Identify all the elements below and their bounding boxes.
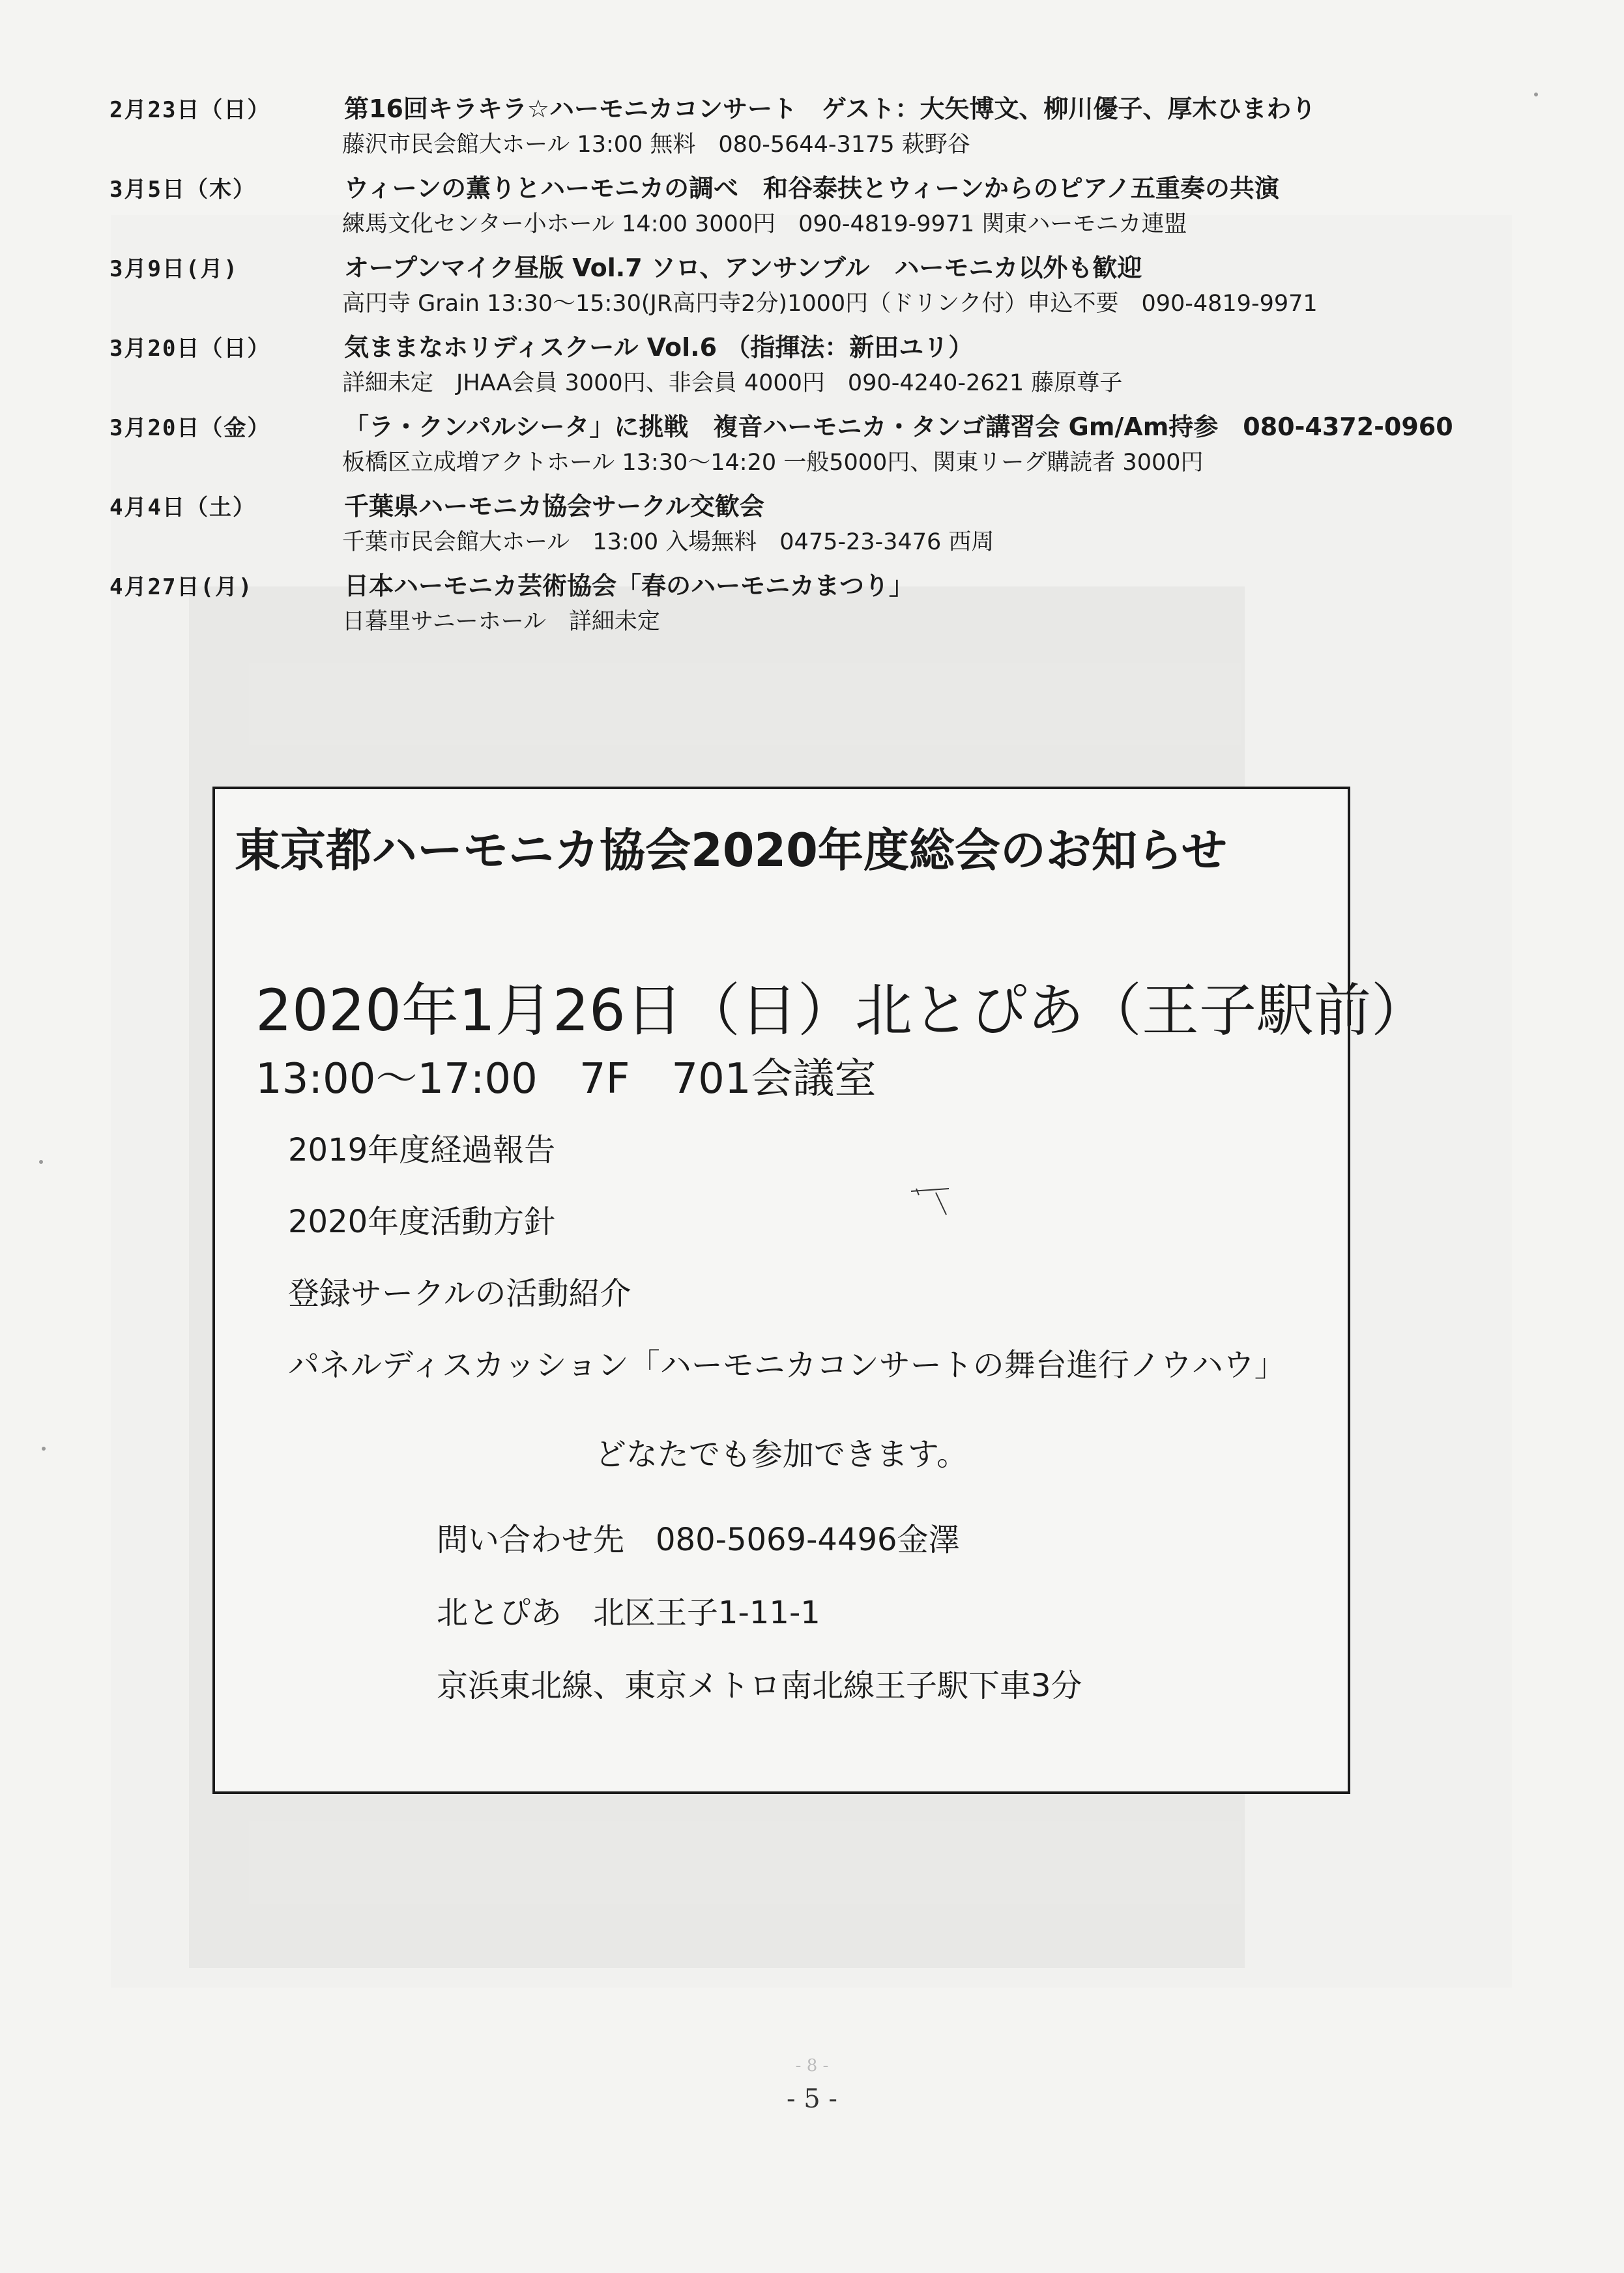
event-detail: 高円寺 Grain 13:30～15:30(JR高円寺2分)1000円（ドリンク付）申込不要 090-4819-9971	[342, 291, 1318, 317]
contact-phone: 問い合わせ先 080-5069-4496金澤	[437, 1522, 960, 1558]
event-title: 日本ハーモニカ芸術協会「春のハーモニカまつり」	[344, 572, 914, 600]
event-item	[109, 486, 1543, 558]
contact-block	[437, 1514, 1082, 1733]
event-date: 3月9日(月)	[109, 256, 239, 282]
event-item	[109, 566, 1543, 637]
event-detail: 詳細未定 JHAA会員 3000円、非会員 4000円 090-4240-2621 藤原尊子	[342, 370, 1123, 396]
venue-address: 北とぴあ 北区王子1-11-1	[437, 1595, 820, 1631]
speck	[42, 1447, 46, 1451]
event-date: 4月4日（土）	[109, 495, 256, 521]
event-item	[109, 168, 1543, 240]
event-date: 3月20日（金）	[109, 415, 271, 441]
event-date: 4月27日(月)	[109, 574, 254, 600]
agenda-list	[288, 1125, 1286, 1412]
event-item	[109, 327, 1543, 399]
event-detail: 日暮里サニーホール 詳細未定	[342, 609, 660, 635]
agenda-item: 登録サークルの活動紹介	[288, 1275, 631, 1312]
pencil-mark-icon	[910, 1176, 988, 1234]
speck	[39, 1160, 43, 1164]
agenda-item: 2020年度活動方針	[288, 1204, 556, 1240]
agenda-item: 2019年度経過報告	[288, 1132, 556, 1168]
event-date: 2月23日（日）	[109, 97, 271, 123]
event-detail: 藤沢市民会館大ホール 13:00 無料 080-5644-3175 萩野谷	[342, 132, 970, 158]
event-item	[109, 89, 1543, 160]
event-detail: 練馬文化センター小ホール 14:00 3000円 090-4819-9971 関東ハーモニカ連盟	[342, 211, 1187, 237]
speck	[1534, 93, 1538, 96]
event-title: ウィーンの薫りとハーモニカの調べ 和谷泰扶とウィーンからのピアノ五重奏の共演	[344, 174, 1279, 203]
event-list	[109, 89, 1543, 645]
event-title: 第16回キラキラ☆ハーモニカコンサート ゲスト：大矢博文、柳川優子、厚木ひまわり	[344, 94, 1316, 123]
notice-heading: 東京都ハーモニカ協会2020年度総会のお知らせ	[235, 824, 1227, 877]
venue-access: 京浜東北線、東京メトロ南北線王子駅下車3分	[437, 1668, 1082, 1704]
event-title: 「ラ・クンパルシータ」に挑戦 複音ハーモニカ・タンゴ講習会 Gm/Am持参 080-4372-0960	[344, 413, 1453, 441]
event-title: 気ままなホリディスクール Vol.6 （指揮法：新田ユリ）	[344, 333, 974, 362]
page-number: - 5 -	[787, 2084, 837, 2114]
event-item	[109, 407, 1543, 478]
event-detail: 千葉市民会館大ホール 13:00 入場無料 0475-23-3476 西周	[342, 529, 994, 555]
reverse-page-number: - 8 -	[795, 2056, 829, 2076]
notice-time-room: 13:00～17:00 7F 701会議室	[255, 1055, 877, 1103]
event-title: 千葉県ハーモニカ協会サークル交歓会	[344, 492, 764, 521]
general-meeting-notice-box	[212, 787, 1428, 1794]
event-title: オープンマイク昼版 Vol.7 ソロ、アンサンブル ハーモニカ以外も歓迎	[344, 253, 1142, 282]
event-detail: 板橋区立成増アクトホール 13:30～14:20 一般5000円、関東リーグ購読者 3000円	[342, 450, 1204, 476]
event-date: 3月20日（日）	[109, 336, 271, 362]
notice-welcome: どなたでも参加できます。	[594, 1436, 968, 1473]
agenda-item: パネルディスカッション「ハーモニカコンサートの舞台進行ノウハウ」	[288, 1347, 1286, 1383]
event-item	[109, 248, 1543, 319]
notice-date-venue: 2020年1月26日（日）北とぴあ（王子駅前）	[255, 977, 1428, 1044]
event-date: 3月5日（木）	[109, 177, 256, 203]
